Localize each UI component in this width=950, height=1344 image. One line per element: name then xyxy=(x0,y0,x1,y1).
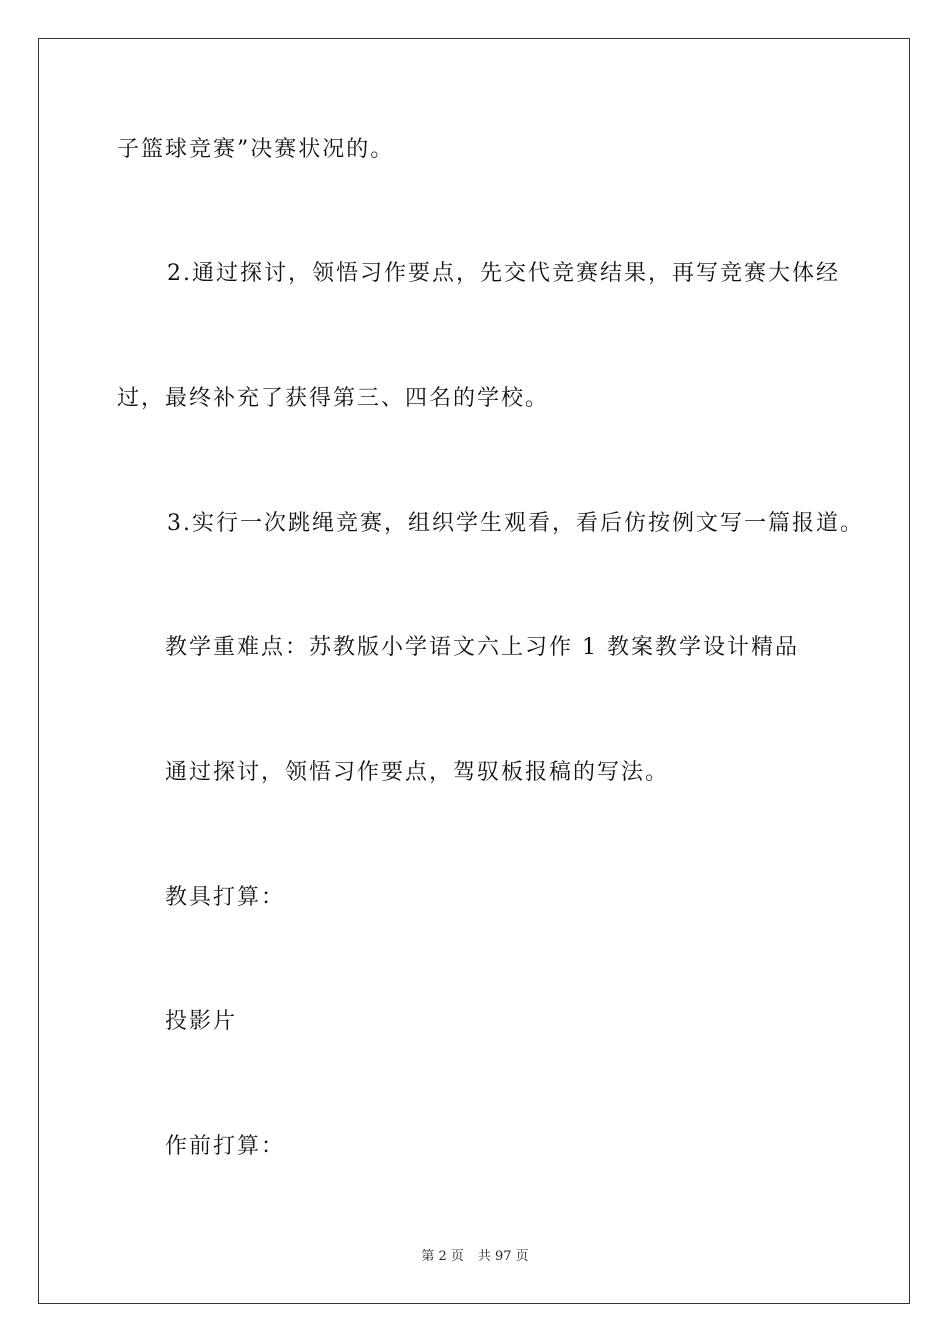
page-footer xyxy=(0,1248,950,1266)
body-paragraph-line: 通过探讨，领悟习作要点，驾驭板报稿的写法。 xyxy=(165,760,670,785)
body-paragraph-line: 子篮球竞赛”决赛状况的。 xyxy=(117,137,395,162)
body-paragraph-line: 3.实行一次跳绳竞赛，组织学生观看，看后仿按例文写一篇报道。 xyxy=(167,511,864,536)
total-pages: 共 97 页 xyxy=(477,1249,529,1264)
body-paragraph-line: 2.通过探讨，领悟习作要点，先交代竞赛结果，再写竞赛大体经 xyxy=(167,261,840,286)
preparation-heading: 作前打算： xyxy=(165,1134,286,1159)
teaching-aids-heading: 教具打算： xyxy=(165,885,286,910)
page-number: 第 2 页 xyxy=(421,1249,464,1264)
key-points-heading: 教学重难点：苏教版小学语文六上习作 1 教案教学设计精品 xyxy=(165,635,799,660)
body-paragraph-line: 投影片 xyxy=(165,1009,238,1034)
page-border xyxy=(38,38,910,1304)
body-paragraph-line: 过，最终补充了获得第三、四名的学校。 xyxy=(117,386,550,411)
